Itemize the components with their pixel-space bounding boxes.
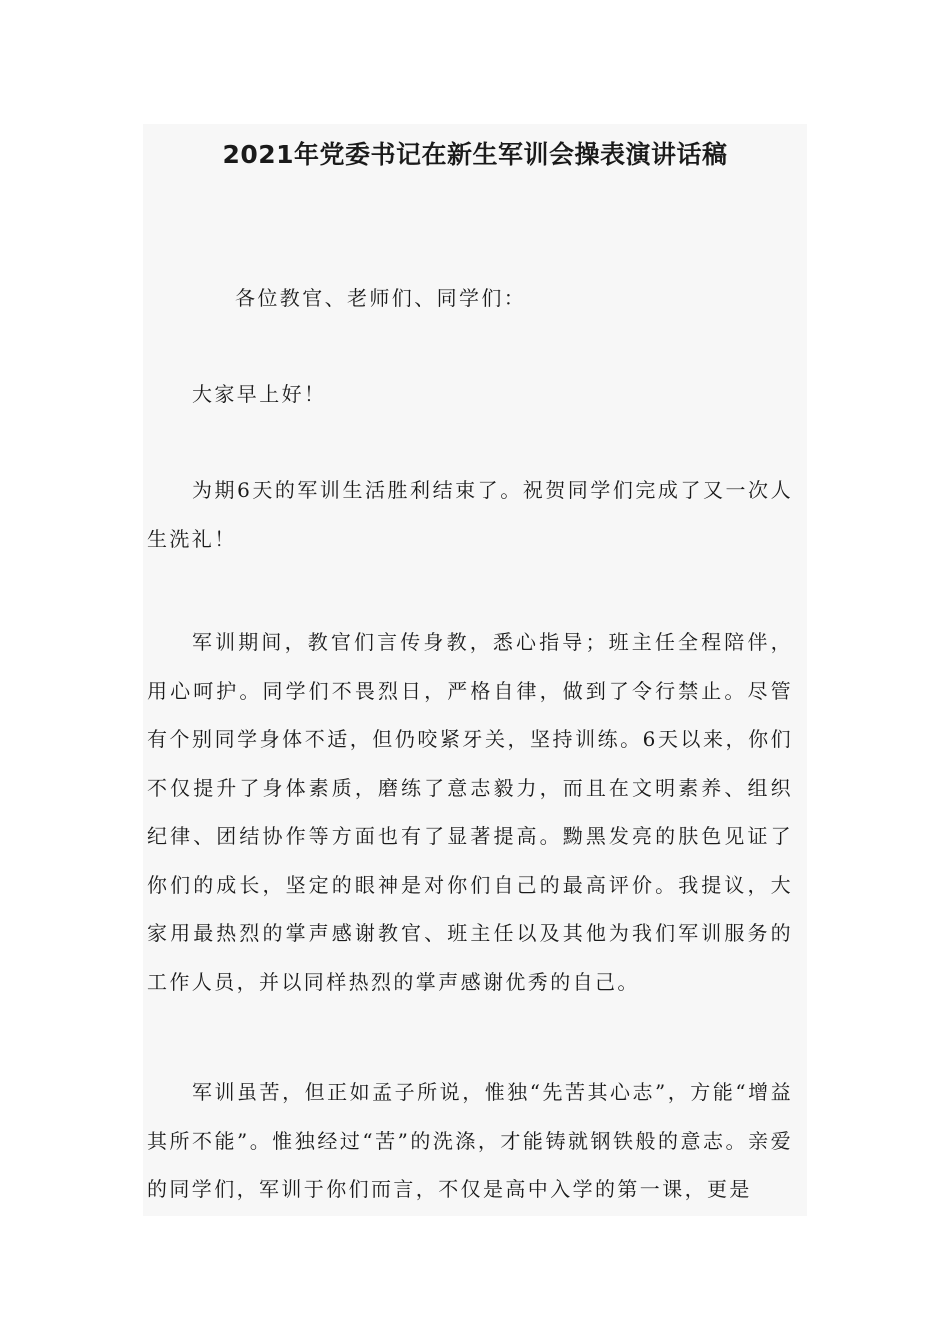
paragraph-training-review: 军训期间，教官们言传身教，悉心指导；班主任全程陪伴，用心呵护。同学们不畏烈日，严格自律，做到了令行禁止。尽管有个别同学身体不适，但仍咬紧牙关，坚持训练。6天以来，你们不仅提升了身体素质，磨练了意志毅力，而且在文明素养、组织纪律、团结协作等方面也有了显著提高。黝黑发亮的肤色见证了你们的成长，坚定的眼神是对你们自己的最高评价。我提议，大家用最热烈的掌声感谢教官、班主任以及其他为我们军训服务的工作人员，并以同样热烈的掌声感谢优秀的自己。 (147, 630, 793, 994)
document-title: 2021年党委书记在新生军训会操表演讲话稿 (222, 140, 728, 169)
paragraph-hardship: 军训虽苦，但正如孟子所说，惟独“先苦其心志”，方能“增益其所不能”。惟独经过“苦”的洗涤，才能铸就钢铁般的意志。亲爱的同学们，军训于你们而言，不仅是高中入学的第一课，更是 (147, 1080, 793, 1201)
paragraph-greeting: 大家早上好！ (192, 382, 327, 406)
document-page (143, 124, 807, 1216)
paragraph-congratulation: 为期6天的军训生活胜利结束了。祝贺同学们完成了又一次人生洗礼！ (147, 478, 793, 551)
salutation: 各位教官、老师们、同学们： (235, 286, 527, 310)
